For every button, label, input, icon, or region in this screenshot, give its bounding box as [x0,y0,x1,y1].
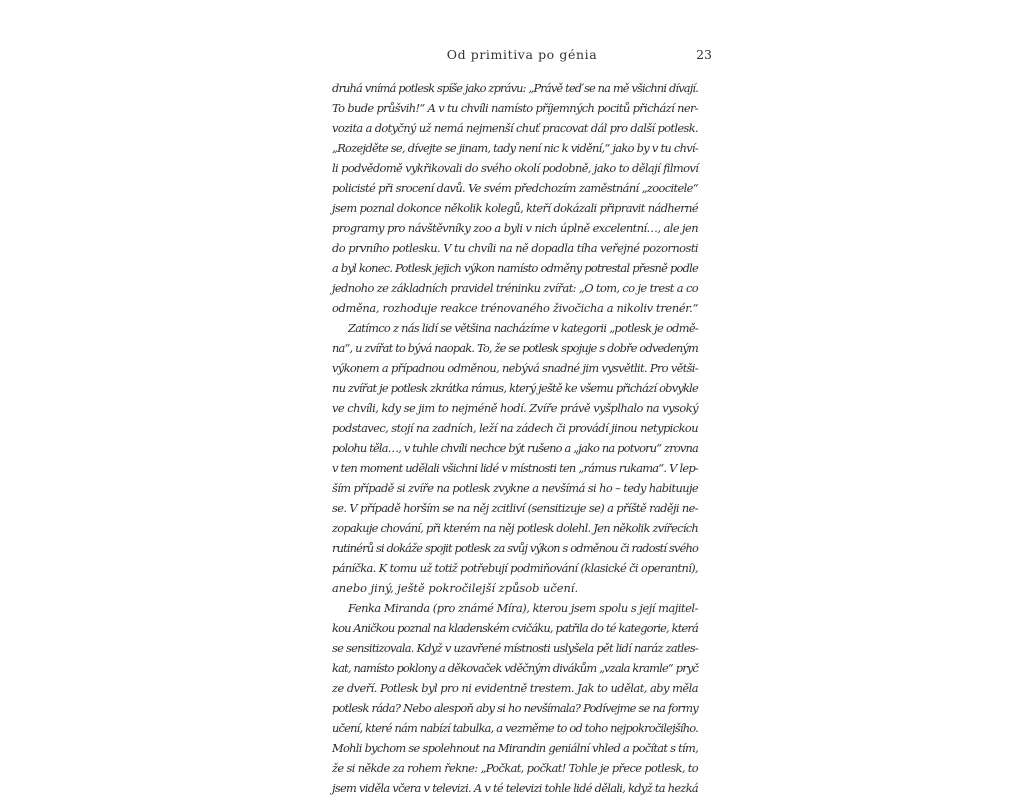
page-header [332,47,712,65]
text-line: v ten moment udělali všichni lidé v místnosti ten „rámus rukama“. V lep- [332,461,698,475]
text-line: kou Aničkou poznal na kladenském cvičáku, patřila do té kategorie, která [332,621,698,635]
paragraph-first-line: Zatímco z nás lidí se většina nacházíme v kategorii „potlesk je odmě- [348,321,699,335]
text-line: podstavec, stojí na zadních, leží na zádech či provádí jinou netypickou [332,421,699,435]
text-line: potlesk ráda? Nebo alespoň aby si ho nevšímala? Podívejme se na formy [332,701,698,715]
text-line: kat, namísto poklony a děkovaček vděčným divákům „vzala kramle“ pryč [332,661,699,675]
text-line: To bude průšvih!“ A v tu chvíli namísto příjemných pocitů přichází ner- [332,101,698,115]
text-line: páníčka. K tomu už totiž potřebují podmiňování (klasické či operantní), [332,561,699,575]
text-line: jsem poznal dokonce několik kolegů, kteří dokázali připravit nádherné [332,201,698,215]
text-line: „Rozejděte se, dívejte se jinam, tady není nic k vidění,“ jako by v tu chví- [332,141,698,155]
text-line: ve chvíli, kdy se jim to nejméně hodí. Zvíře právě vyšplhalo na vysoký [332,401,699,415]
text-line: ze dveří. Potlesk byl pro ni evidentně trestem. Jak to udělat, aby měla [332,681,698,695]
body-text [332,78,698,798]
text-line: vozita a dotyčný už nemá nejmenší chuť pracovat dál pro další potlesk. [332,121,698,135]
running-title: Od primitiva po génia [446,47,598,62]
text-line: se. V případě horším se na něj zcitliví (sensitizuje se) a příště raději ne- [332,501,698,515]
text-line: se sensitizovala. Když v uzavřené místnosti uslyšela pět lidí naráz zatles- [332,641,698,655]
text-line: anebo jiný, ještě pokročilejší způsob učení. [332,581,579,595]
text-line: rutinérů si dokáže spojit potlesk za svůj výkon s odměnou či radostí svého [332,541,699,555]
text-line: na“, u zvířat to bývá naopak. To, že se potlesk spojuje s dobře odvedeným [332,341,698,355]
text-line: Mohli bychom se spolehnout na Mirandin geniální vhled a počítat s tím, [332,741,699,755]
text-line: do prvního potlesku. V tu chvíli na ně dopadla tíha veřejné pozornosti [332,241,699,255]
text-line: ším případě si zvíře na potlesk zvykne a nevšímá si ho – tedy habituuje [332,481,699,495]
text-line: a byl konec. Potlesk jejich výkon namísto odměny potrestal přesně podle [332,261,699,275]
page-number: 23 [696,47,712,62]
text-line: polohu těla…, v tuhle chvíli nechce být rušeno a „jako na potvoru“ zrovna [332,441,698,455]
text-line: jsem viděla včera v televizi. A v té televizi tohle lidé dělali, když ta hezká [332,781,699,795]
text-line: zopakuje chování, při kterém na něj potlesk dolehl. Jen několik zvířecích [332,521,698,535]
paragraph-first-line: Fenka Miranda (pro známé Míra), kterou jsem spolu s její majitel- [348,601,698,615]
text-line: jednoho ze základních pravidel tréninku zvířat: „O tom, co je trest a co [332,281,698,295]
text-line: programy pro návštěvníky zoo a byli v nich úplně excelentní…, ale jen [332,221,698,235]
text-line: druhá vnímá potlesk spíše jako zprávu: „Právě teď se na mě všichni dívají. [332,81,698,95]
text-line: výkonem a případnou odměnou, nebývá snadné jim vysvětlit. Pro větši- [332,361,698,375]
text-line: učení, které nám nabízí tabulka, a vezměme to od toho nejpokročilejšího. [332,721,699,735]
text-line: že si někde za rohem řekne: „Počkat, počkat! Tohle je přece potlesk, to [332,761,698,775]
text-line: nu zvířat je potlesk zkrátka rámus, který ještě ke všemu přichází obvykle [332,381,699,395]
text-line: li podvědomě vykřikovali do svého okolí podobně, jako to dělají filmoví [332,161,699,175]
text-line: odměna, rozhoduje reakce trénovaného živočicha a nikoliv trenér.“ [332,301,698,315]
text-line: policisté při srocení davů. Ve svém předchozím zaměstnání „zoocitele“ [332,181,699,195]
